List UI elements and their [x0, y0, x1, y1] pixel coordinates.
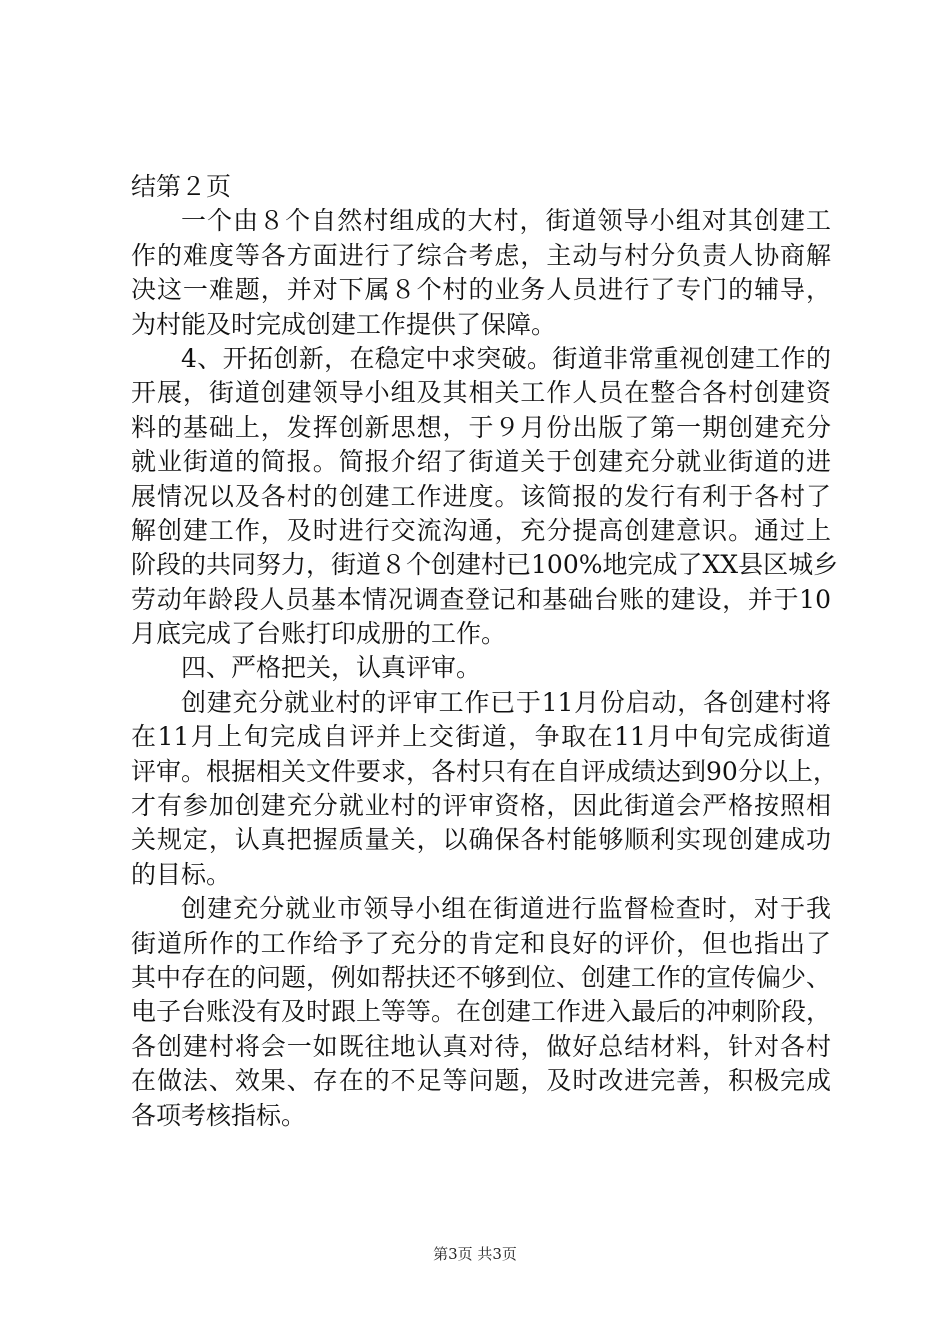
text-line: 在11月上旬完成自评并上交街道，争取在11月中旬完成街道	[131, 722, 831, 752]
text-line: 就业街道的简报。简报介绍了街道关于创建充分就业街道的进	[131, 447, 831, 477]
section-heading: 四、严格把关，认真评审。	[181, 653, 482, 683]
paragraph-inspection-feedback	[131, 892, 831, 1133]
text-line: 创建充分就业市领导小组在街道进行监督检查时，对于我	[181, 894, 831, 924]
text-line: 关规定，认真把握质量关，以确保各村能够顺利实现创建成功	[131, 825, 831, 855]
text-line: 决这一难题，并对下属８个村的业务人员进行了专门的辅导，	[131, 275, 831, 305]
text-line: 电子台账没有及时跟上等等。在创建工作进入最后的冲刺阶段，	[131, 997, 832, 1027]
text-line: 各创建村将会一如既往地认真对待，做好总结材料，针对各村	[131, 1031, 831, 1061]
text-line: 创建充分就业村的评审工作已于11月份启动，各创建村将	[181, 687, 831, 717]
text-line: 在做法、效果、存在的不足等问题，及时改进完善，积极完成	[131, 1066, 831, 1096]
text-line: 评审。根据相关文件要求，各村只有在自评成绩达到90分以上，	[131, 756, 838, 786]
text-line: 为村能及时完成创建工作提供了保障。	[131, 309, 557, 339]
text-line: 结第２页	[131, 172, 232, 201]
text-line: 街道所作的工作给予了充分的肯定和良好的评价，但也指出了	[131, 928, 831, 958]
page-number-footer: 第3页 共3页	[433, 1245, 517, 1263]
text-line: 月底完成了台账打印成册的工作。	[131, 619, 507, 649]
document-body	[131, 170, 839, 1133]
paragraph-heading-continuation	[131, 170, 831, 204]
paragraph-review-process	[131, 686, 838, 892]
text-line: 开展，街道创建领导小组及其相关工作人员在整合各村创建资	[131, 378, 831, 408]
text-line: 展情况以及各村的创建工作进度。该简报的发行有利于各村了	[131, 481, 831, 511]
text-line: 其中存在的问题，例如帮扶还不够到位、创建工作的宣传偏少、	[131, 962, 832, 992]
paragraph-village-coordination	[131, 204, 831, 342]
text-line: 4、开拓创新，在稳定中求突破。街道非常重视创建工作的	[181, 343, 831, 373]
text-line: 阶段的共同努力，街道８个创建村已100%地完成了XX县区城乡	[131, 550, 839, 580]
text-line: 劳动年龄段人员基本情况调查登记和基础台账的建设，并于10	[131, 584, 831, 614]
text-line: 作的难度等各方面进行了综合考虑，主动与村分负责人协商解	[131, 240, 831, 270]
text-line: 的目标。	[131, 859, 232, 889]
text-line: 各项考核指标。	[131, 1100, 307, 1130]
text-line: 料的基础上，发挥创新思想，于９月份出版了第一期创建充分	[131, 412, 831, 442]
section-heading-review	[131, 651, 831, 685]
text-line: 一个由８个自然村组成的大村，街道领导小组对其创建工	[181, 206, 831, 236]
text-line: 才有参加创建充分就业村的评审资格，因此街道会严格按照相	[131, 791, 831, 821]
paragraph-innovation	[131, 342, 839, 652]
text-line: 解创建工作，及时进行交流沟通，充分提高创建意识。通过上	[131, 515, 831, 545]
